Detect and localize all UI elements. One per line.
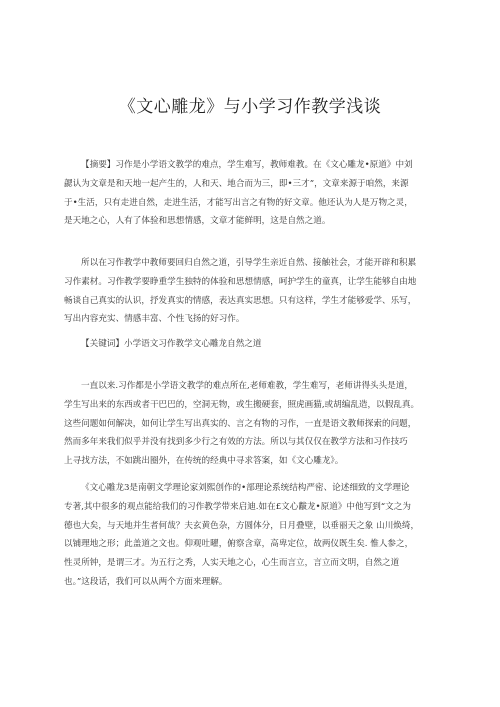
body-paragraph-1 [64,254,436,329]
text-line: 学生写出来的东西或者干巴巴的，空洞无物，或生搬硬套，照虎画猫,或胡编乱造，以假乱真。 [64,399,420,410]
text-line: 也。”这段话，我们可以从两个方面来理解。 [64,576,228,587]
text-line: 性灵所钟，是谓三才。为五行之秀，人实天地之心，心生而言立，言立而文明，自然之道 [64,558,400,569]
text-line: 德也大矣，与天地并生者何哉？夫玄黄色杂，方圆体分，日月叠壁，以垂丽天之象 山川焕绮， [64,520,420,531]
text-line: 这些问题如何解决，如何让学生写出真实的、言之有物的习作，一直是语文教师探索的问题， [64,418,417,429]
text-line: 习作素材。习作教学要睁重学生独特的体验和思想情感，呵护学生的童真，让学生能够自由地 [64,276,417,287]
text-line: 【摘要】习作是小学语文教学的难点，学生难写，教师难教。在《文心雕龙•原道》中刘 [81,160,413,170]
text-line: 于•生活，只有走进自然，走进生活，才能写出言之有物的好文章。他还认为人是万物之灵， [64,197,413,208]
text-line: 上寻找方法，不如跳出圈外，在传统的经典中寻求答案，如《文心雕龙》。 [64,456,344,467]
text-line: 专著,其中很多的观点能给我们的习作教学带来启迪.如在£文心黻龙•原道》中他写到“文之为 [64,501,411,512]
body-paragraph-3 [64,479,436,592]
text-line: 《文心雕龙3是南朝文学理论家刘熙创作的•部理论系统结构严密、论述细致的文学理论 [81,483,410,493]
text-line: 所以在习作教学中教师要回归自然之道，引导学生亲近自然、接触社会，才能开辟和积累 [81,258,417,268]
paper-title: 《文心雕龙》与小学习作教学浅谈 [118,97,382,117]
body-paragraph-2 [64,377,436,471]
text-line: 写出内容充实、情感丰富、个性飞扬的好习作。 [64,314,245,325]
text-line: 以铺理地之形；此盖道之文也。仰观吐曜，俯察含章，高卑定位，故两仪既生矣. 惟人参之， [64,539,414,550]
text-line: 畅谈自己真实的认识，抒发真实的情感，表达真实思想。只有这样，学生才能够爱学、乐写， [64,295,417,306]
abstract-paragraph [64,156,436,231]
text-line: 【关键词】小学语文习作教学文心雕龙自然之道 [81,339,262,349]
text-line: 一直以来.习作都是小学语文教学的难点所在,老师难教，学生难写，老师讲得头头是道， [81,381,414,391]
text-line: 然而多年来我们似乎并没有找到多少行之有效的方法。所以与其仅仅在教学方法和习作技巧 [64,437,408,448]
text-line: 勰认为文章是和天地一起产生的，人和天、地合而为三，即•三才”，文章来源于咱然，来源 [64,178,409,189]
keywords-paragraph [64,335,436,354]
text-line: 是天地之心，人有了体验和思想情感，文章才能鲜明，这是自然之道。 [64,216,331,227]
